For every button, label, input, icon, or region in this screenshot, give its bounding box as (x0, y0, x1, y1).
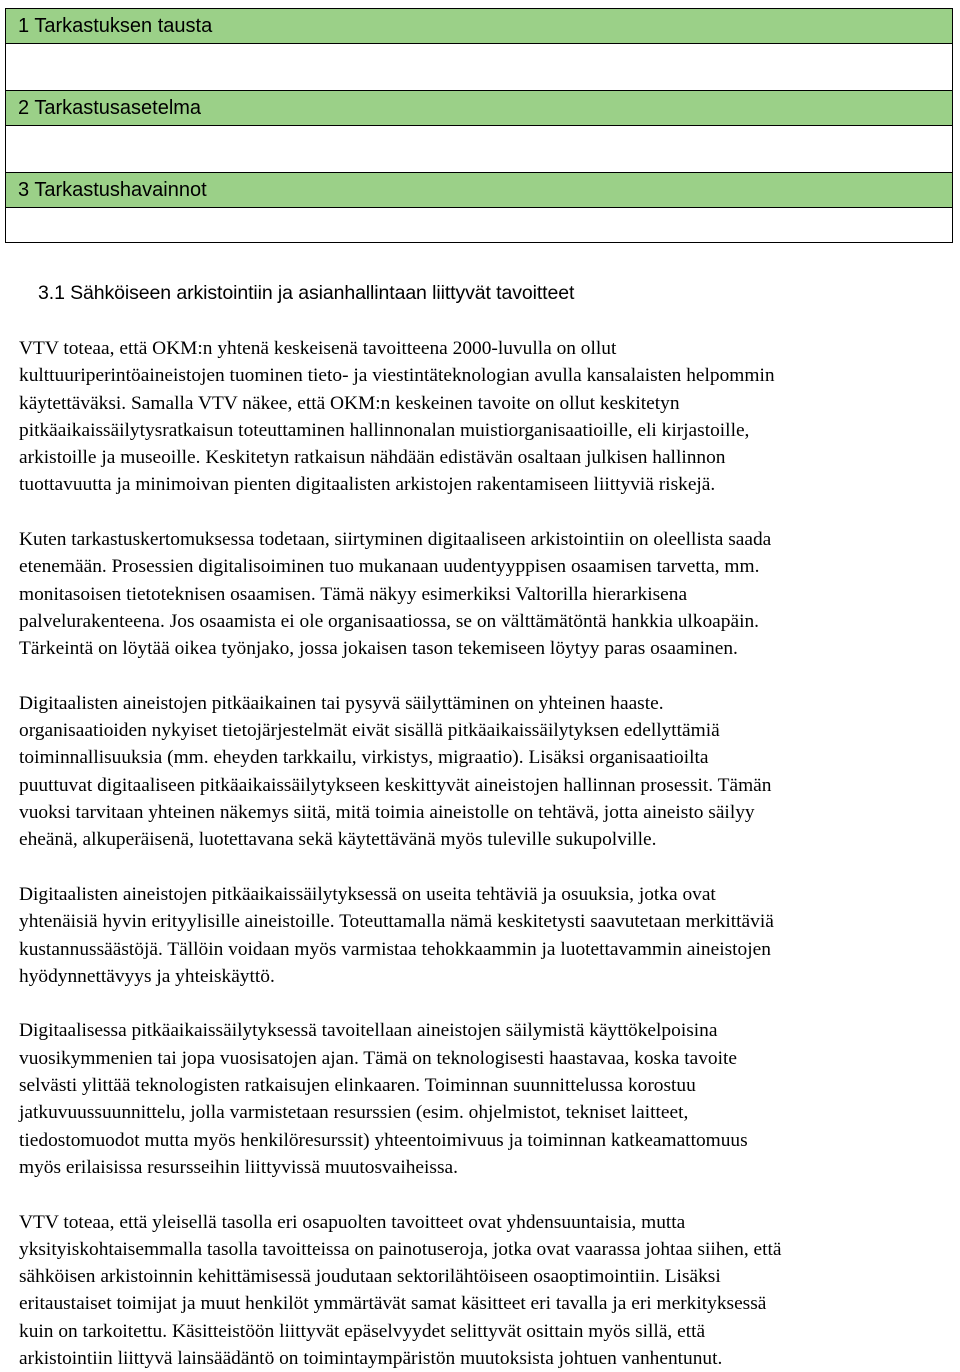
text-line: eheänä, alkuperäisenä, luotettavana sekä käytettävänä myös tuleville sukupolville. (19, 826, 954, 853)
text-line: organisaatioiden nykyiset tietojärjestelmät eivät sisällä pitkäaikaissäilytyksen edellyttämiä (19, 717, 954, 744)
section-heading-table (5, 5, 953, 243)
text-line: Tärkeintä on löytää oikea työnjako, jossa jokaisen tason tekemiseen löytyy paras osaaminen. (19, 635, 954, 662)
text-line: toiminnallisuuksia (mm. eheyden tarkkailu, virkistys, migraatio). Lisäksi organisaatioilta (19, 744, 954, 771)
paragraph-5 (19, 1017, 954, 1181)
text-line: Digitaalisten aineistojen pitkäaikaissäilytyksessä on useita tehtäviä ja osuuksia, jotka ovat (19, 881, 954, 908)
text-line: vuoksi tarvitaan yhteinen näkemys siitä, mitä toimia aineistolle on tehtävä, jotta aineisto säilyy (19, 799, 954, 826)
text-line: eritaustaiset toimijat ja muut henkilöt ymmärtävät samat käsitteet eri tavalla ja eri merkityksessä (19, 1290, 954, 1317)
paragraph-6 (19, 1209, 954, 1372)
blank-row (6, 208, 953, 243)
body-text (19, 335, 954, 1372)
paragraph-1 (19, 335, 954, 499)
text-line: pitkäaikaissäilytysratkaisun toteuttaminen hallinnonalan muistiorganisaatioille, eli kirjastoille, (19, 417, 954, 444)
text-line: myös erilaisissa resursseihin liittyvissä muutosvaiheissa. (19, 1154, 954, 1181)
text-line: sähköisen arkistoinnin kehittämisessä joudutaan sektorilähtöiseen osaoptimointiin. Lisäksi (19, 1263, 954, 1290)
text-line: palvelurakenteena. Jos osaamista ei ole organisaatiossa, se on välttämätöntä hankkia ulkoapäin. (19, 608, 954, 635)
heading-3-title: 3 Tarkastushavainnot (6, 179, 207, 201)
heading-row-1 (6, 9, 953, 44)
text-line: yksityiskohtaisemmalla tasolla tavoitteissa on painotuseroja, jotka ovat vaarassa johtaa siihen, että (19, 1236, 954, 1263)
text-line: hyödynnettävyys ja yhteiskäyttö. (19, 963, 954, 990)
text-line: kustannussäästöjä. Tällöin voidaan myös varmistaa tehokkaammin ja luotettavammin aineistojen (19, 936, 954, 963)
text-line: kuin on tarkoitettu. Käsitteistöön liittyvät epäselvyydet selittyvät osittain myös sillä, että (19, 1318, 954, 1345)
text-line: arkistoille ja museoille. Keskitetyn ratkaisun nähdään edistävän osaltaan julkisen hallinnon (19, 444, 954, 471)
subsection-heading-3-1: 3.1 Sähköiseen arkistointiin ja asianhallintaan liittyvät tavoitteet (38, 282, 574, 305)
text-line: Kuten tarkastuskertomuksessa todetaan, siirtyminen digitaaliseen arkistointiin on oleellista saada (19, 526, 954, 553)
heading-row-3 (6, 173, 953, 208)
heading-2-title: 2 Tarkastusasetelma (6, 97, 201, 119)
text-line: selvästi ylittää teknologisten ratkaisujen elinkaaren. Toiminnan suunnittelussa korostuu (19, 1072, 954, 1099)
paragraph-4 (19, 881, 954, 990)
paragraph-3 (19, 690, 954, 854)
blank-row (6, 44, 953, 91)
heading-1-title: 1 Tarkastuksen tausta (6, 15, 212, 37)
text-line: kulttuuriperintöaineistojen tuominen tieto- ja viestintäteknologian avulla kansalaisten helpommin (19, 362, 954, 389)
text-line: tuottavuutta ja minimoivan pienten digitaalisten arkistojen rakentamiseen liittyviä riskejä. (19, 471, 954, 498)
text-line: Digitaalisessa pitkäaikaissäilytyksessä tavoitellaan aineistojen säilymistä käyttökelpoisina (19, 1017, 954, 1044)
text-line: etenemään. Prosessien digitalisoiminen tuo mukanaan uudentyyppisen osaamisen tarvetta, mm. (19, 553, 954, 580)
blank-row (6, 126, 953, 173)
text-line: VTV toteaa, että yleisellä tasolla eri osapuolten tavoitteet ovat yhdensuuntaisia, mutta (19, 1209, 954, 1236)
text-line: monitasoisen tietoteknisen osaamisen. Tämä näkyy esimerkiksi Valtorilla hierarkisena (19, 581, 954, 608)
text-line: tiedostomuodot mutta myös henkilöresurssit) yhteentoimivuus ja toiminnan katkeamattomuus (19, 1127, 954, 1154)
text-line: jatkuvuussuunnittelu, jolla varmistetaan resurssien (esim. ohjelmistot, tekniset laitteet, (19, 1099, 954, 1126)
text-line: arkistointiin liittyvä lainsäädäntö on toimintaympäristön muutoksista johtuen vanhentunut. (19, 1345, 954, 1372)
text-line: puuttuvat digitaaliseen pitkäaikaissäilytykseen keskittyvät aineistojen hallinnan prosessit. Tämän (19, 772, 954, 799)
text-line: käytettäväksi. Samalla VTV näkee, että OKM:n keskeinen tavoite on ollut keskitetyn (19, 390, 954, 417)
heading-row-2 (6, 91, 953, 126)
paragraph-2 (19, 526, 954, 662)
text-line: yhtenäisiä hyvin erityylisille aineistoille. Toteuttamalla nämä keskitetysti saavutetaan merkittäviä (19, 908, 954, 935)
text-line: Digitaalisten aineistojen pitkäaikainen tai pysyvä säilyttäminen on yhteinen haaste. (19, 690, 954, 717)
text-line: vuosikymmenien tai jopa vuosisatojen ajan. Tämä on teknologisesti haastavaa, koska tavoite (19, 1045, 954, 1072)
text-line: VTV toteaa, että OKM:n yhtenä keskeisenä tavoitteena 2000-luvulla on ollut (19, 335, 954, 362)
